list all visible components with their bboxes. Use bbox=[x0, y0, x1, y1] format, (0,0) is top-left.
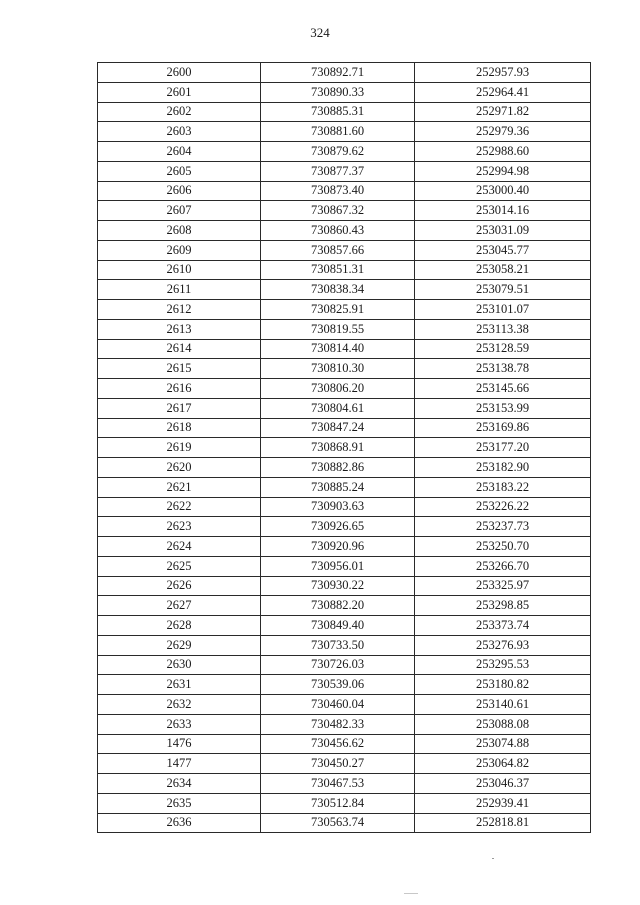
point-number-cell: 2632 bbox=[98, 695, 261, 715]
point-number-cell: 2629 bbox=[98, 635, 261, 655]
table-row bbox=[98, 260, 591, 280]
y-coordinate-cell: 252994.98 bbox=[415, 161, 591, 181]
table-row bbox=[98, 280, 591, 300]
point-number-cell: 2617 bbox=[98, 398, 261, 418]
table-row bbox=[98, 319, 591, 339]
point-number-cell: 2636 bbox=[98, 813, 261, 833]
y-coordinate-cell: 253079.51 bbox=[415, 280, 591, 300]
point-number-cell: 2631 bbox=[98, 675, 261, 695]
x-coordinate-cell: 730885.31 bbox=[261, 102, 415, 122]
x-coordinate-cell: 730456.62 bbox=[261, 734, 415, 754]
y-coordinate-cell: 253074.88 bbox=[415, 734, 591, 754]
y-coordinate-cell: 253046.37 bbox=[415, 774, 591, 794]
point-number-cell: 2603 bbox=[98, 122, 261, 142]
point-number-cell: 2613 bbox=[98, 319, 261, 339]
scan-speck bbox=[404, 893, 418, 894]
table-row bbox=[98, 616, 591, 636]
point-number-cell: 2615 bbox=[98, 359, 261, 379]
x-coordinate-cell: 730810.30 bbox=[261, 359, 415, 379]
page-number: 324 bbox=[310, 25, 330, 40]
table-row bbox=[98, 102, 591, 122]
y-coordinate-cell: 253325.97 bbox=[415, 576, 591, 596]
x-coordinate-cell: 730819.55 bbox=[261, 319, 415, 339]
point-number-cell: 2614 bbox=[98, 339, 261, 359]
point-number-cell: 2609 bbox=[98, 240, 261, 260]
x-coordinate-cell: 730450.27 bbox=[261, 754, 415, 774]
y-coordinate-cell: 253045.77 bbox=[415, 240, 591, 260]
x-coordinate-cell: 730467.53 bbox=[261, 774, 415, 794]
y-coordinate-cell: 252957.93 bbox=[415, 63, 591, 83]
table-row bbox=[98, 63, 591, 83]
table-row bbox=[98, 517, 591, 537]
table-row bbox=[98, 576, 591, 596]
x-coordinate-cell: 730806.20 bbox=[261, 379, 415, 399]
y-coordinate-cell: 253373.74 bbox=[415, 616, 591, 636]
point-number-cell: 2624 bbox=[98, 537, 261, 557]
y-coordinate-cell: 253180.82 bbox=[415, 675, 591, 695]
point-number-cell: 2602 bbox=[98, 102, 261, 122]
table-row bbox=[98, 379, 591, 399]
point-number-cell: 2600 bbox=[98, 63, 261, 83]
coordinate-table bbox=[97, 62, 591, 833]
x-coordinate-cell: 730857.66 bbox=[261, 240, 415, 260]
y-coordinate-cell: 253014.16 bbox=[415, 201, 591, 221]
x-coordinate-cell: 730868.91 bbox=[261, 438, 415, 458]
table-row bbox=[98, 458, 591, 478]
y-coordinate-cell: 253177.20 bbox=[415, 438, 591, 458]
point-number-cell: 2626 bbox=[98, 576, 261, 596]
table-row bbox=[98, 813, 591, 833]
x-coordinate-cell: 730851.31 bbox=[261, 260, 415, 280]
table-row bbox=[98, 418, 591, 438]
x-coordinate-cell: 730881.60 bbox=[261, 122, 415, 142]
point-number-cell: 2619 bbox=[98, 438, 261, 458]
point-number-cell: 1476 bbox=[98, 734, 261, 754]
point-number-cell: 2610 bbox=[98, 260, 261, 280]
coordinate-table-body bbox=[98, 63, 591, 833]
table-row bbox=[98, 477, 591, 497]
table-row bbox=[98, 537, 591, 557]
x-coordinate-cell: 730882.86 bbox=[261, 458, 415, 478]
x-coordinate-cell: 730733.50 bbox=[261, 635, 415, 655]
y-coordinate-cell: 253145.66 bbox=[415, 379, 591, 399]
y-coordinate-cell: 252939.41 bbox=[415, 793, 591, 813]
point-number-cell: 2622 bbox=[98, 497, 261, 517]
x-coordinate-cell: 730882.20 bbox=[261, 596, 415, 616]
x-coordinate-cell: 730838.34 bbox=[261, 280, 415, 300]
x-coordinate-cell: 730903.63 bbox=[261, 497, 415, 517]
scan-speck bbox=[492, 858, 494, 859]
x-coordinate-cell: 730482.33 bbox=[261, 714, 415, 734]
x-coordinate-cell: 730804.61 bbox=[261, 398, 415, 418]
y-coordinate-cell: 253298.85 bbox=[415, 596, 591, 616]
x-coordinate-cell: 730512.84 bbox=[261, 793, 415, 813]
point-number-cell: 2604 bbox=[98, 142, 261, 162]
y-coordinate-cell: 253266.70 bbox=[415, 556, 591, 576]
point-number-cell: 2634 bbox=[98, 774, 261, 794]
table-row bbox=[98, 695, 591, 715]
y-coordinate-cell: 252971.82 bbox=[415, 102, 591, 122]
table-row bbox=[98, 161, 591, 181]
point-number-cell: 2625 bbox=[98, 556, 261, 576]
x-coordinate-cell: 730849.40 bbox=[261, 616, 415, 636]
table-row bbox=[98, 754, 591, 774]
x-coordinate-cell: 730930.22 bbox=[261, 576, 415, 596]
x-coordinate-cell: 730539.06 bbox=[261, 675, 415, 695]
point-number-cell: 2620 bbox=[98, 458, 261, 478]
x-coordinate-cell: 730892.71 bbox=[261, 63, 415, 83]
x-coordinate-cell: 730860.43 bbox=[261, 221, 415, 241]
point-number-cell: 2635 bbox=[98, 793, 261, 813]
point-number-cell: 2608 bbox=[98, 221, 261, 241]
x-coordinate-cell: 730867.32 bbox=[261, 201, 415, 221]
y-coordinate-cell: 253153.99 bbox=[415, 398, 591, 418]
y-coordinate-cell: 253276.93 bbox=[415, 635, 591, 655]
table-row bbox=[98, 438, 591, 458]
x-coordinate-cell: 730563.74 bbox=[261, 813, 415, 833]
table-row bbox=[98, 339, 591, 359]
x-coordinate-cell: 730956.01 bbox=[261, 556, 415, 576]
table-row bbox=[98, 596, 591, 616]
table-row bbox=[98, 556, 591, 576]
y-coordinate-cell: 252979.36 bbox=[415, 122, 591, 142]
x-coordinate-cell: 730926.65 bbox=[261, 517, 415, 537]
x-coordinate-cell: 730890.33 bbox=[261, 82, 415, 102]
point-number-cell: 2627 bbox=[98, 596, 261, 616]
y-coordinate-cell: 253138.78 bbox=[415, 359, 591, 379]
table-row bbox=[98, 359, 591, 379]
x-coordinate-cell: 730879.62 bbox=[261, 142, 415, 162]
x-coordinate-cell: 730847.24 bbox=[261, 418, 415, 438]
point-number-cell: 2616 bbox=[98, 379, 261, 399]
y-coordinate-cell: 253031.09 bbox=[415, 221, 591, 241]
y-coordinate-cell: 253128.59 bbox=[415, 339, 591, 359]
point-number-cell: 2612 bbox=[98, 300, 261, 320]
table-row bbox=[98, 635, 591, 655]
y-coordinate-cell: 253295.53 bbox=[415, 655, 591, 675]
point-number-cell: 2611 bbox=[98, 280, 261, 300]
table-row bbox=[98, 675, 591, 695]
y-coordinate-cell: 253250.70 bbox=[415, 537, 591, 557]
point-number-cell: 2633 bbox=[98, 714, 261, 734]
point-number-cell: 2630 bbox=[98, 655, 261, 675]
y-coordinate-cell: 253169.86 bbox=[415, 418, 591, 438]
y-coordinate-cell: 253101.07 bbox=[415, 300, 591, 320]
table-row bbox=[98, 201, 591, 221]
point-number-cell: 2621 bbox=[98, 477, 261, 497]
y-coordinate-cell: 253064.82 bbox=[415, 754, 591, 774]
x-coordinate-cell: 730920.96 bbox=[261, 537, 415, 557]
table-row bbox=[98, 300, 591, 320]
table-row bbox=[98, 774, 591, 794]
table-row bbox=[98, 734, 591, 754]
table-row bbox=[98, 122, 591, 142]
y-coordinate-cell: 252964.41 bbox=[415, 82, 591, 102]
x-coordinate-cell: 730460.04 bbox=[261, 695, 415, 715]
x-coordinate-cell: 730877.37 bbox=[261, 161, 415, 181]
x-coordinate-cell: 730726.03 bbox=[261, 655, 415, 675]
table-row bbox=[98, 793, 591, 813]
point-number-cell: 2605 bbox=[98, 161, 261, 181]
x-coordinate-cell: 730825.91 bbox=[261, 300, 415, 320]
table-row bbox=[98, 142, 591, 162]
table-row bbox=[98, 181, 591, 201]
table-row bbox=[98, 497, 591, 517]
point-number-cell: 2628 bbox=[98, 616, 261, 636]
table-row bbox=[98, 655, 591, 675]
x-coordinate-cell: 730814.40 bbox=[261, 339, 415, 359]
table-row bbox=[98, 221, 591, 241]
point-number-cell: 1477 bbox=[98, 754, 261, 774]
y-coordinate-cell: 253113.38 bbox=[415, 319, 591, 339]
y-coordinate-cell: 253183.22 bbox=[415, 477, 591, 497]
point-number-cell: 2618 bbox=[98, 418, 261, 438]
table-row bbox=[98, 240, 591, 260]
y-coordinate-cell: 253000.40 bbox=[415, 181, 591, 201]
point-number-cell: 2607 bbox=[98, 201, 261, 221]
table-row bbox=[98, 82, 591, 102]
y-coordinate-cell: 253226.22 bbox=[415, 497, 591, 517]
point-number-cell: 2606 bbox=[98, 181, 261, 201]
y-coordinate-cell: 252818.81 bbox=[415, 813, 591, 833]
y-coordinate-cell: 253058.21 bbox=[415, 260, 591, 280]
point-number-cell: 2601 bbox=[98, 82, 261, 102]
table-row bbox=[98, 398, 591, 418]
y-coordinate-cell: 253237.73 bbox=[415, 517, 591, 537]
table-row bbox=[98, 714, 591, 734]
y-coordinate-cell: 253140.61 bbox=[415, 695, 591, 715]
y-coordinate-cell: 253182.90 bbox=[415, 458, 591, 478]
point-number-cell: 2623 bbox=[98, 517, 261, 537]
y-coordinate-cell: 253088.08 bbox=[415, 714, 591, 734]
x-coordinate-cell: 730885.24 bbox=[261, 477, 415, 497]
y-coordinate-cell: 252988.60 bbox=[415, 142, 591, 162]
x-coordinate-cell: 730873.40 bbox=[261, 181, 415, 201]
